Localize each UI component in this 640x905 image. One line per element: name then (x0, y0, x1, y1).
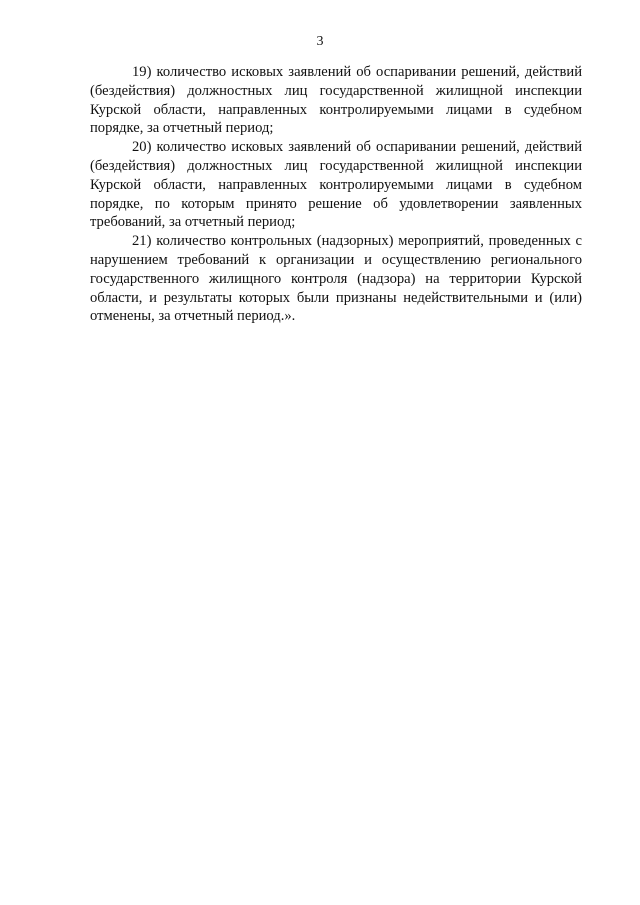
paragraph-item-21: 21) количество контрольных (надзорных) мероприятий, проведенных с нарушением требований к организации и осуществлению регионального государственного жилищного контроля (надзора) на территории Курской области, и результаты которых были признаны недействительными и (или) отменены, за отчетный период.». (90, 233, 582, 325)
document-body (90, 63, 582, 326)
paragraph-item-20: 20) количество исковых заявлений об оспаривании решений, действий (бездействия) должностных лиц государственной жилищной инспекции Курской области, направленных контролируемыми лицами в судебном порядке, по которым принято решение об удовлетворении заявленных требований, за отчетный период; (90, 139, 582, 231)
paragraph-item-19: 19) количество исковых заявлений об оспаривании решений, действий (бездействия) должностных лиц государственной жилищной инспекции Курской области, направленных контролируемыми лицами в судебном порядке, за отчетный период; (90, 64, 582, 137)
page-number: 3 (316, 34, 324, 49)
